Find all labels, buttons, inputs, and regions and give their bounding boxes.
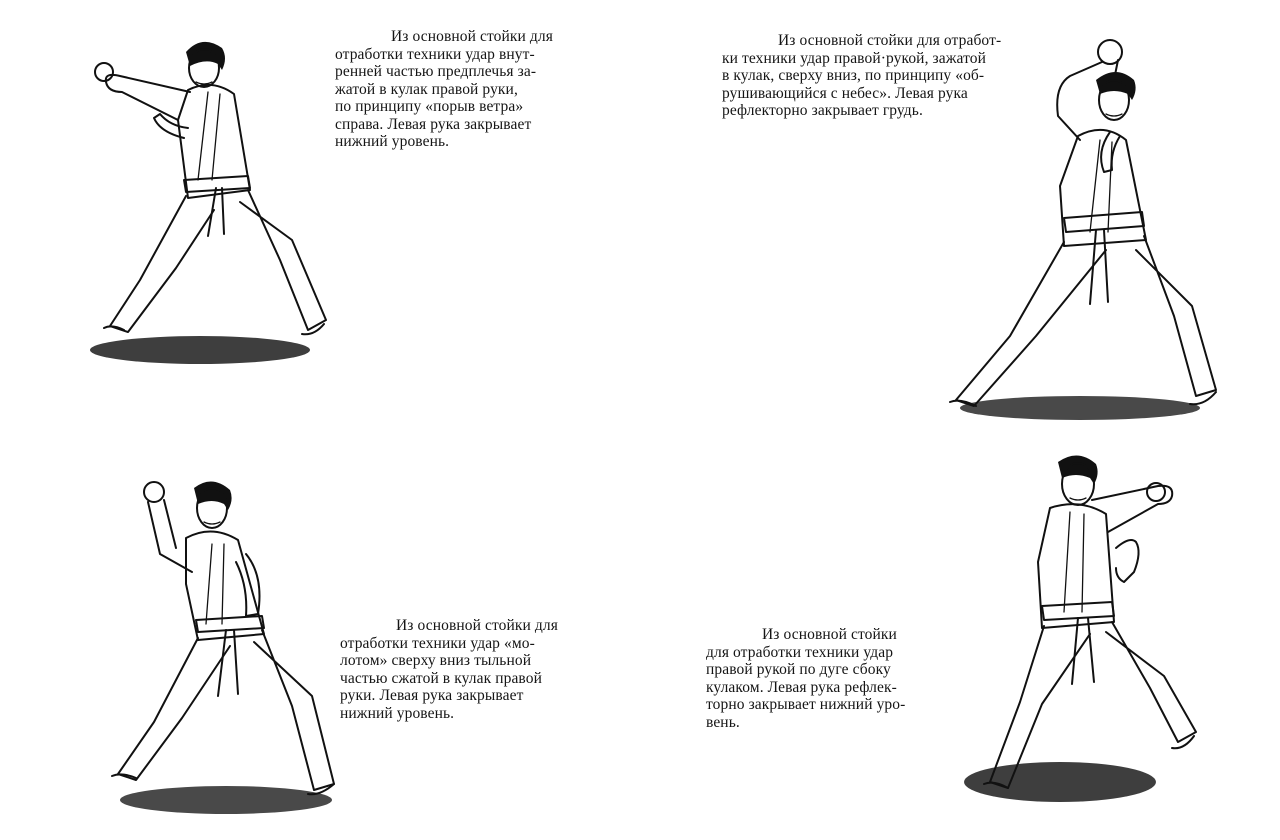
karate-figure-1-illustration [80,30,340,380]
caption-line: вень. [706,713,740,731]
caption-line: нижний уровень. [340,704,455,722]
caption-line: справа. Левая рука закрывает [335,115,532,133]
ground-shadow [120,786,332,814]
karate-figure-2-illustration [940,36,1230,426]
caption-line: Из основной стойки для [396,617,558,634]
caption-line: ренней частью предплечья за- [335,63,537,80]
caption-panel-3 [340,617,598,722]
caption-line: рефлекторно закрывает грудь. [722,102,923,119]
caption-line: по принципу «порыв ветра» [335,98,524,115]
caption-panel-1 [335,28,593,151]
caption-line: Из основной стойки для отработ- [778,32,1002,49]
ground-shadow [90,336,310,364]
caption-line: отработки техники удар внут- [335,45,535,63]
caption-line: отработки техники удар «мо- [340,634,535,652]
caption-line: для отработки техники удар [706,643,894,661]
caption-line: кулаком. Левая рука рефлек- [706,678,897,696]
caption-panel-4 [706,626,946,731]
caption-line: нижний уровень. [335,133,450,150]
caption-line: Из основной стойки [762,626,897,643]
karate-figure-4-illustration [960,452,1220,814]
caption-line: частью сжатой в кулак правой [340,669,542,687]
karate-figure-3-illustration [96,474,346,824]
caption-line: в кулак, сверху вниз, по принципу «об- [722,67,985,84]
ground-shadow [960,396,1200,420]
caption-line: ки техники удар правой·рукой, зажатой [722,49,987,67]
caption-line: Из основной стойки для [391,28,553,45]
caption-line: руки. Левая рука закрывает [340,687,524,704]
caption-line: рушивающийся с небес». Левая рука [722,84,968,102]
caption-line: торно закрывает нижний уро- [706,696,906,713]
caption-line: жатой в кулак правой руки, [335,80,518,98]
caption-line: правой рукой по дуге сбоку [706,661,891,678]
caption-line: лотом» сверху вниз тыльной [340,652,532,669]
